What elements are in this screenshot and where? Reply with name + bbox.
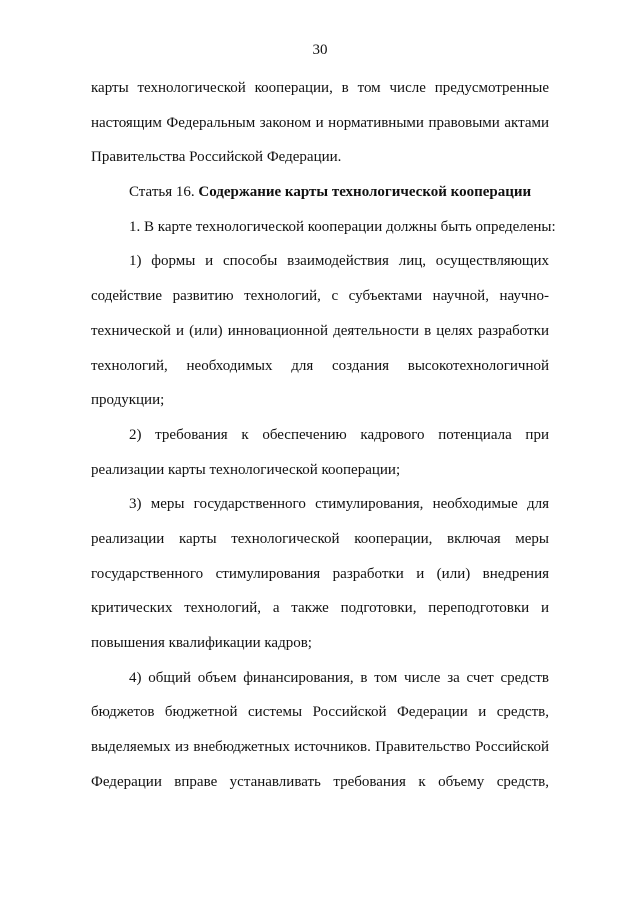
article-heading xyxy=(91,182,549,217)
text-line: бюджетов бюджетной системы Российской Федерации и средств, xyxy=(91,704,549,721)
text-line: Правительства Российской Федерации. xyxy=(91,149,342,166)
text-line: настоящим Федеральным законом и нормативными правовыми актами xyxy=(91,114,549,131)
text-line: реализации карты технологической кооперации, включая меры xyxy=(91,530,549,547)
text-line: 3) меры государственного стимулирования, необходимые для xyxy=(129,496,549,513)
text-line: реализации карты технологической кооперации; xyxy=(91,461,401,478)
text-line: технологий, необходимых для создания высокотехнологичной xyxy=(91,357,549,374)
text-line: 4) общий объем финансирования, в том числе за счет средств xyxy=(129,669,549,686)
article-title: Содержание карты технологической кооперации xyxy=(198,184,532,201)
text-line: Федерации вправе устанавливать требования к объему средств, xyxy=(91,773,549,790)
text-line: продукции; xyxy=(91,392,165,409)
text-line: 1. В карте технологической кооперации должны быть определены: xyxy=(129,218,556,235)
text-line: карты технологической кооперации, в том числе предусмотренные xyxy=(91,80,549,96)
document-body xyxy=(91,78,556,806)
text-line: повышения квалификации кадров; xyxy=(91,635,312,651)
article-number: Статья 16. xyxy=(129,184,195,201)
text-line: критических технологий, а также подготовки, переподготовки и xyxy=(91,600,549,617)
text-line: выделяемых из внебюджетных источников. Правительство Российской xyxy=(91,739,549,756)
text-line: технической и (или) инновационной деятельности в целях разработки xyxy=(91,322,549,339)
text-line: 1) формы и способы взаимодействия лиц, осуществляющих xyxy=(129,253,549,270)
page-number: 30 xyxy=(312,42,328,58)
text-line: 2) требования к обеспечению кадрового потенциала при xyxy=(129,426,549,443)
text-line: содействие развитию технологий, с субъектами научной, научно- xyxy=(91,288,549,305)
text-line: государственного стимулирования разработки и (или) внедрения xyxy=(91,565,549,582)
